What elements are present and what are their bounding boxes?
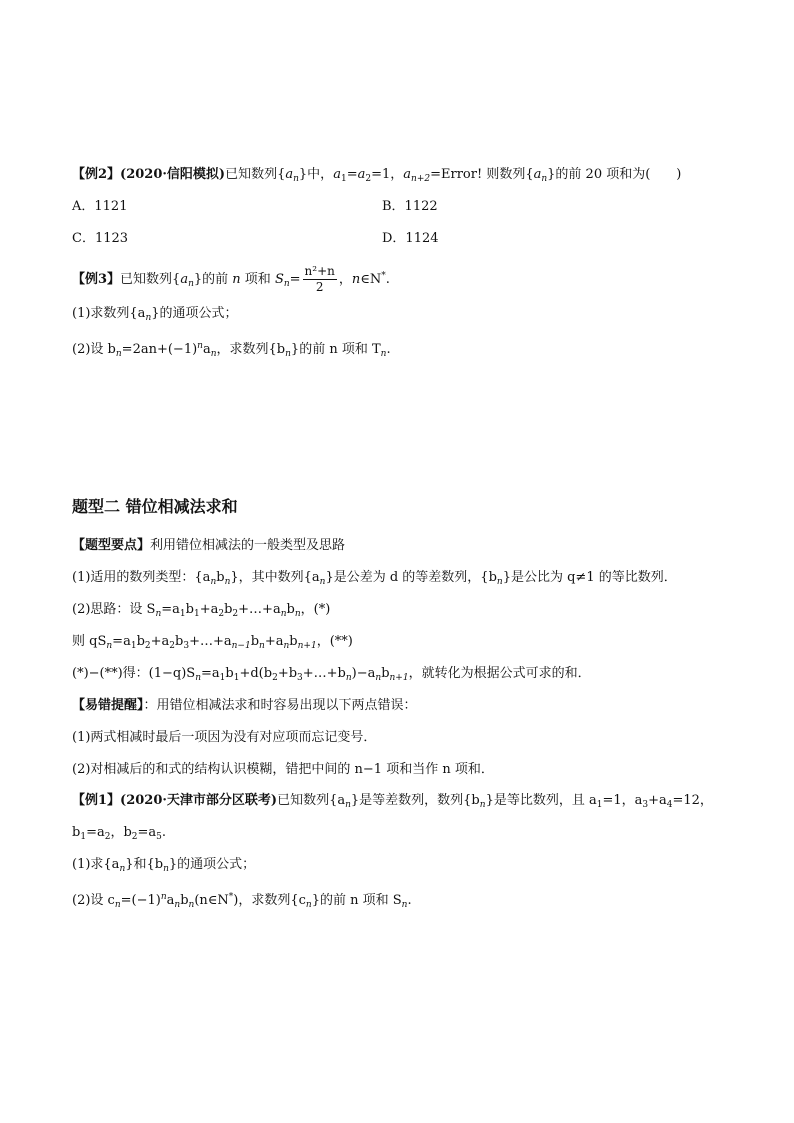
sub: 2 [272, 673, 278, 683]
text: =1， [371, 167, 404, 182]
text: b [216, 570, 225, 585]
option-a: A．1121 [72, 199, 128, 214]
text: b [225, 666, 234, 681]
sub: n [155, 609, 162, 619]
text: +…+a [189, 634, 232, 649]
var: a [357, 167, 366, 182]
sub: n [259, 641, 265, 651]
sub: n [345, 800, 351, 810]
text: . [407, 893, 412, 908]
sub: n [319, 577, 326, 587]
sub: n [210, 577, 217, 587]
text: =Error! 则数列{ [430, 167, 534, 182]
text: =2an+(−1) [121, 342, 198, 357]
sub: 1 [219, 673, 226, 683]
text: =a [201, 666, 220, 681]
text: . [161, 825, 167, 840]
sub: 2 [218, 609, 225, 619]
warning [72, 697, 417, 715]
var: n [232, 272, 241, 287]
sub: 2 [232, 609, 239, 619]
sub: 1 [80, 832, 87, 842]
sub: 3 [642, 800, 649, 810]
sup: n [160, 892, 167, 902]
var: a [180, 272, 189, 287]
example-3-stem: 【例3】已知数列$\{a_n\}$的前 n 项和 $S_n=$ $\frac{\text{n²+n}}{2}$ ，n∈N*. [72, 264, 390, 294]
text: 已知数列{a [277, 793, 346, 808]
sub: n [115, 349, 122, 359]
sub: 1 [130, 641, 137, 651]
sub: 2 [169, 641, 176, 651]
sub: n [163, 864, 169, 874]
sub: n [224, 577, 231, 587]
text: (2)设 b [72, 342, 116, 357]
var: a [533, 167, 542, 182]
example-source: (2020·天津市部分区联考) [120, 793, 278, 808]
text: b [180, 893, 189, 908]
sub: n [375, 673, 382, 683]
text: =1，a [602, 793, 643, 808]
text: =a [137, 825, 157, 840]
sub: 5 [156, 832, 162, 842]
text: b [136, 634, 145, 649]
sub: n [305, 900, 312, 910]
text: }，其中数列{a [230, 570, 320, 585]
point-1 [72, 569, 677, 591]
text: b [224, 602, 233, 617]
sub: n [210, 349, 217, 359]
sub: 1 [233, 673, 240, 683]
sub: n−1 [231, 641, 251, 651]
sub: n [188, 279, 194, 289]
text: }的前 n 项和 T [290, 342, 381, 357]
point-4 [72, 665, 591, 687]
text: }的通项公式； [168, 857, 256, 872]
sub: 3 [297, 673, 303, 683]
text: ，(*) [300, 602, 331, 617]
text: a [202, 342, 211, 357]
text: ∈N [360, 272, 382, 287]
text: (2)思路：设 S [72, 602, 156, 617]
text: ，求数列{b [216, 342, 286, 357]
example-1-question-1 [72, 856, 255, 878]
text: 利用错位相减法的一般类型及思路 [150, 538, 346, 553]
sub: n [119, 864, 126, 874]
var: a [403, 167, 412, 182]
example-2-stem [72, 166, 681, 188]
text: }中， [298, 167, 334, 182]
text: . [385, 272, 390, 287]
text: )−a [351, 666, 376, 681]
sub: n [541, 174, 548, 184]
sub: n [195, 673, 202, 683]
text: ：用错位相减法求和时容易出现以下两点错误： [143, 698, 417, 713]
text: (1)适用的数列类型：{a [72, 570, 211, 585]
text: =a [161, 602, 180, 617]
sub: 2 [144, 641, 151, 651]
text: }的通项公式； [151, 306, 238, 321]
text: )，求数列{c [233, 893, 306, 908]
text: (*)−(**)得：(1−q)S [72, 666, 196, 681]
sub: n [401, 900, 408, 910]
text: b [250, 634, 260, 649]
text: }的前 20 项和为( ) [547, 167, 682, 182]
text: +d(b [239, 666, 273, 681]
example-1-stem [72, 792, 713, 814]
sup: * [228, 892, 234, 902]
example-1-line-2 [72, 824, 166, 846]
text: =a [86, 825, 105, 840]
text: = [346, 167, 358, 182]
text: +b [277, 666, 298, 681]
sub: n [106, 641, 113, 651]
text: . [386, 342, 391, 357]
sub: n [293, 174, 299, 184]
option-d: D．1124 [382, 231, 439, 246]
text: +…+b [302, 666, 346, 681]
sub: n [496, 577, 503, 587]
text: = [289, 272, 301, 287]
sup: * [381, 271, 386, 281]
text: 则 qS [72, 634, 107, 649]
key-points [72, 537, 345, 555]
fraction-denominator: 2 [315, 280, 324, 294]
option-b: B．1122 [382, 199, 438, 214]
example-tag: 【例3】 [72, 272, 121, 287]
sub: n [285, 349, 291, 359]
example-tag: 【例2】 [72, 167, 121, 182]
sub: n [345, 673, 352, 683]
text: 项和 [240, 272, 275, 287]
warning-1: (1)两式相减时最后一项因为没有对应项而忘记变号． [72, 730, 377, 745]
text: }是等差数列，数列{b [350, 793, 480, 808]
text: b [289, 634, 298, 649]
sub: 2 [104, 832, 111, 842]
sub: n [114, 900, 121, 910]
point-3 [72, 633, 353, 655]
text: b [175, 634, 184, 649]
sub: n [280, 609, 287, 619]
var: n [351, 272, 361, 287]
text: b [381, 666, 390, 681]
sub: n+1 [297, 641, 317, 651]
text: }是公比为 q≠1 的等比数列． [502, 570, 677, 585]
text: ， [338, 272, 352, 287]
option-c: C．1123 [72, 231, 129, 246]
sup: n [197, 341, 203, 351]
text: (n∈N [194, 893, 229, 908]
sub: n [380, 349, 387, 359]
text: +a [648, 793, 667, 808]
sub: n [145, 313, 152, 323]
text: }和{b [125, 857, 164, 872]
text: 已知数列{ [225, 167, 286, 182]
text: +…+a [238, 602, 281, 617]
section-heading: 题型二 错位相减法求和 [72, 497, 238, 516]
sub: n [283, 279, 290, 289]
sub: 4 [666, 800, 673, 810]
example-source: (2020·信阳模拟) [120, 167, 226, 182]
text: b [286, 602, 295, 617]
text: =12， [672, 793, 713, 808]
sub: 1 [193, 609, 200, 619]
text: ，b [110, 825, 132, 840]
sub: 2 [131, 832, 138, 842]
text: a [166, 893, 175, 908]
fraction-numerator: n²+n [304, 264, 335, 278]
text: =a [112, 634, 131, 649]
sub: n+2 [411, 174, 431, 184]
text: (2)设 c [72, 893, 115, 908]
warning-2: (2)对相减后的和式的结构认识模糊，错把中间的 n−1 项和当作 n 项和． [72, 762, 494, 777]
sub: 3 [183, 641, 190, 651]
sub: n [188, 900, 195, 910]
text: 已知数列{ [120, 272, 181, 287]
text: b [72, 825, 81, 840]
text: }是公差为 d 的等差数列，{b [325, 570, 497, 585]
text: +a [150, 634, 170, 649]
sub: 1 [340, 174, 347, 184]
point-2 [72, 601, 330, 623]
example-3-question-1 [72, 305, 238, 327]
example-1-question-2 [72, 888, 412, 914]
sub: n+1 [389, 673, 409, 683]
sub: 1 [596, 800, 603, 810]
text: ，就转化为根据公式可求的和． [408, 666, 591, 681]
sub: n [283, 641, 290, 651]
text: }是等比数列，且 a [485, 793, 597, 808]
var: a [285, 167, 294, 182]
sub: 1 [179, 609, 186, 619]
fraction [303, 264, 337, 295]
sub: n [294, 609, 301, 619]
text: +a [199, 602, 219, 617]
example-tag: 【例1】 [72, 793, 121, 808]
warning-tag: 【易错提醒】 [72, 698, 144, 713]
text: b [185, 602, 194, 617]
var: a [333, 167, 341, 182]
text: =(−1) [120, 893, 161, 908]
text: (1)求{a [72, 857, 120, 872]
text: }的前 [193, 272, 233, 287]
key-tag: 【题型要点】 [72, 538, 151, 553]
text: }的前 n 项和 S [311, 893, 402, 908]
sub: n [174, 900, 181, 910]
example-3-question-2 [72, 337, 391, 363]
sub: n [479, 800, 486, 810]
text: (1)求数列{a [72, 306, 146, 321]
text: ，(**) [316, 634, 353, 649]
text: +a [264, 634, 284, 649]
sub: 2 [365, 174, 372, 184]
